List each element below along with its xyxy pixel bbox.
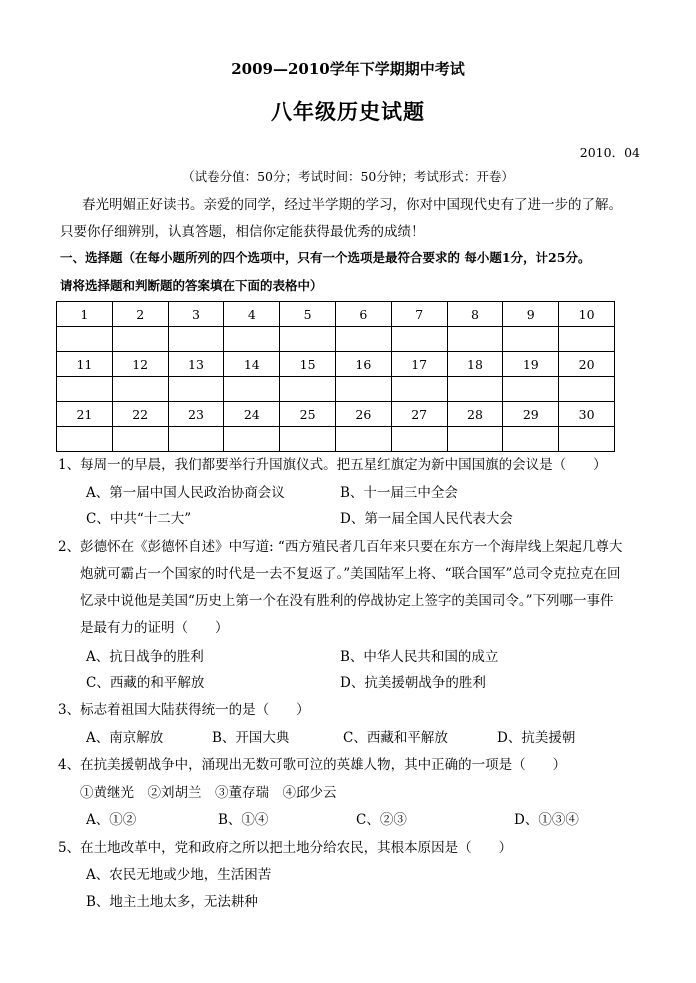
number-cell: 3	[168, 302, 224, 327]
number-cell: 8	[447, 302, 503, 327]
answer-cell[interactable]	[503, 327, 559, 352]
answer-cell[interactable]	[57, 327, 113, 352]
number-cell: 9	[503, 302, 559, 327]
answer-cell[interactable]	[335, 427, 391, 452]
number-row	[57, 352, 615, 377]
number-cell: 12	[112, 352, 168, 377]
question-2-option-c: C、西藏的和平解放	[86, 675, 205, 691]
number-cell: 1	[57, 302, 113, 327]
number-cell: 11	[57, 352, 113, 377]
answer-cell[interactable]	[559, 327, 615, 352]
question-1-option-d: D、第一届全国人民代表大会	[340, 511, 513, 527]
answer-cell[interactable]	[168, 427, 224, 452]
exam-date: 2010．04	[579, 145, 640, 160]
number-cell: 27	[391, 402, 447, 427]
question-1-option-b: B、十一届三中全会	[340, 485, 458, 501]
answer-cell[interactable]	[559, 427, 615, 452]
number-cell: 2	[112, 302, 168, 327]
answer-cell[interactable]	[335, 377, 391, 402]
exam-info: （试卷分值：50分；考试时间：50分钟；考试形式：开卷）	[182, 169, 514, 184]
number-cell: 15	[280, 352, 336, 377]
answer-cell[interactable]	[57, 427, 113, 452]
answer-cell[interactable]	[335, 327, 391, 352]
number-row	[57, 302, 615, 327]
answer-cell[interactable]	[280, 327, 336, 352]
answer-cell[interactable]	[391, 377, 447, 402]
number-cell: 30	[559, 402, 615, 427]
intro-line-2: 只要你仔细辨别，认真答题，相信你定能获得最优秀的成绩！	[60, 224, 425, 240]
answer-cell[interactable]	[447, 427, 503, 452]
question-5-stem: 5、在土地改革中，党和政府之所以把土地分给农民，其根本原因是（ ）	[58, 840, 513, 856]
answer-cell[interactable]	[503, 377, 559, 402]
number-cell: 24	[224, 402, 280, 427]
number-cell: 29	[503, 402, 559, 427]
question-3-stem: 3、标志着祖国大陆获得统一的是（ ）	[58, 702, 310, 718]
number-cell: 23	[168, 402, 224, 427]
number-cell: 21	[57, 402, 113, 427]
number-cell: 25	[280, 402, 336, 427]
number-cell: 28	[447, 402, 503, 427]
answer-cell[interactable]	[168, 327, 224, 352]
answer-cell[interactable]	[447, 327, 503, 352]
question-2-stem-line-2: 炮就可霸占一个国家的时代是一去不复返了。”美国陆军上将、“联合国军”总司令克拉克在回	[80, 566, 621, 582]
number-cell: 7	[391, 302, 447, 327]
section-1-instructions: 请将选择题和判断题的答案填在下面的表格中）	[60, 278, 323, 293]
question-1-option-c: C、中共“十二大”	[86, 511, 192, 527]
question-3-option-c: C、西藏和平解放	[343, 730, 448, 746]
answer-cell[interactable]	[503, 427, 559, 452]
intro-line-1: 春光明媚正好读书。亲爱的同学，经过半学期的学习，你对中国现代史有了进一步的了解。	[82, 197, 622, 213]
answer-cell[interactable]	[391, 427, 447, 452]
question-4-stem: 4、在抗美援朝战争中，涌现出无数可歌可泣的英雄人物，其中正确的一项是（ ）	[58, 757, 567, 773]
answer-cell[interactable]	[559, 377, 615, 402]
number-cell: 22	[112, 402, 168, 427]
number-cell: 6	[335, 302, 391, 327]
answer-row	[57, 427, 615, 452]
answer-cell[interactable]	[112, 427, 168, 452]
number-cell: 19	[503, 352, 559, 377]
answer-table	[56, 301, 615, 452]
question-2-stem-line-4: 是最有力的证明（ ）	[80, 620, 229, 636]
answer-cell[interactable]	[112, 327, 168, 352]
section-1-heading: 一、选择题（在每小题所列的四个选项中，只有一个选项是最符合要求的 每小题1分，计25分。	[60, 250, 591, 265]
answer-cell[interactable]	[280, 427, 336, 452]
number-cell: 13	[168, 352, 224, 377]
question-4-items: ①黄继光 ②刘胡兰 ③董存瑞 ④邱少云	[80, 785, 337, 801]
question-3-option-b: B、开国大典	[212, 730, 290, 746]
paper-title: 八年级历史试题	[271, 99, 425, 124]
number-cell: 16	[335, 352, 391, 377]
question-4-option-c: C、②③	[356, 812, 407, 828]
answer-cell[interactable]	[224, 327, 280, 352]
exam-title: 2009—2010学年下学期期中考试	[231, 60, 465, 78]
question-2-option-d: D、抗美援朝战争的胜利	[340, 675, 486, 691]
answer-cell[interactable]	[391, 327, 447, 352]
answer-row	[57, 377, 615, 402]
question-1-stem: 1、每周一的早晨，我们都要举行升国旗仪式。把五星红旗定为新中国国旗的会议是（ ）	[58, 457, 607, 473]
answer-cell[interactable]	[224, 427, 280, 452]
number-cell: 17	[391, 352, 447, 377]
answer-cell[interactable]	[280, 377, 336, 402]
question-2-stem-line-3: 忆录中说他是美国“历史上第一个在没有胜利的停战协定上签字的美国司令。”下列哪一事件	[80, 593, 614, 609]
number-cell: 4	[224, 302, 280, 327]
question-5-option-a: A、农民无地或少地，生活困苦	[86, 867, 272, 883]
question-3-option-d: D、抗美援朝	[497, 730, 576, 746]
number-cell: 14	[224, 352, 280, 377]
number-cell: 18	[447, 352, 503, 377]
number-cell: 20	[559, 352, 615, 377]
number-cell: 10	[559, 302, 615, 327]
answer-cell[interactable]	[447, 377, 503, 402]
question-4-option-d: D、①③④	[514, 812, 579, 828]
question-4-option-a: A、①②	[86, 812, 137, 828]
answer-cell[interactable]	[168, 377, 224, 402]
number-cell: 5	[280, 302, 336, 327]
question-4-option-b: B、①④	[218, 812, 269, 828]
question-5-option-b: B、地主土地太多，无法耕种	[86, 894, 258, 910]
answer-cell[interactable]	[112, 377, 168, 402]
answer-cell[interactable]	[57, 377, 113, 402]
question-2-stem-line-1: 2、彭德怀在《彭德怀自述》中写道: “西方殖民者几百年来只要在东方一个海岸线上架起几尊大	[58, 539, 623, 555]
number-row	[57, 402, 615, 427]
number-cell: 26	[335, 402, 391, 427]
question-2-option-b: B、中华人民共和国的成立	[340, 649, 499, 665]
answer-cell[interactable]	[224, 377, 280, 402]
question-3-option-a: A、南京解放	[86, 730, 164, 746]
question-1-option-a: A、第一届中国人民政治协商会议	[86, 485, 285, 501]
answer-row	[57, 327, 615, 352]
question-2-option-a: A、抗日战争的胜利	[86, 649, 204, 665]
